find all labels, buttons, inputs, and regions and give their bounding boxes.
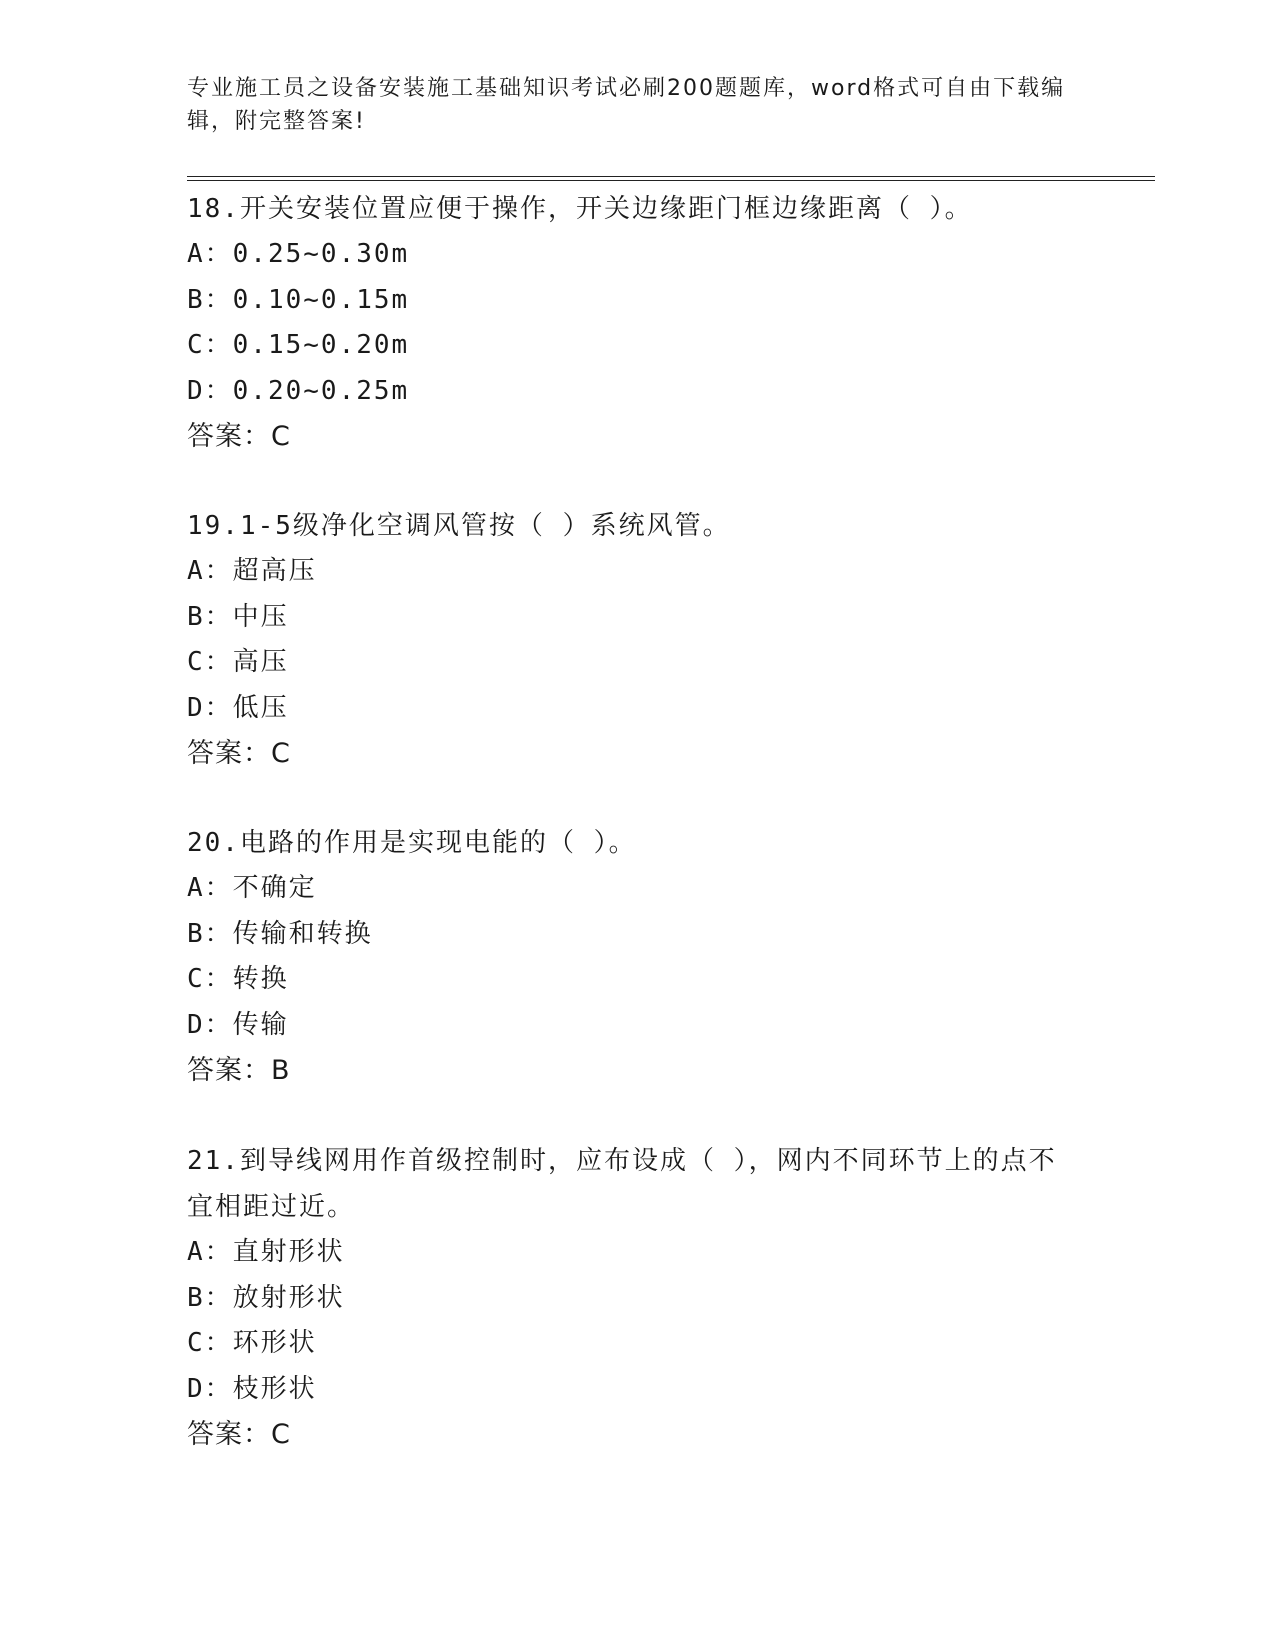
document-title: 专业施工员之设备安装施工基础知识考试必刷200题题库，word格式可自由下载编辑，附完整答案! [187, 76, 1066, 134]
option-d: D：0.20~0.25m [187, 375, 410, 406]
question-19 [187, 503, 1087, 777]
option-c: C：0.15~0.20m [187, 330, 410, 360]
question-stem: 21.到导线网用作首级控制时，应布设成（ ），网内不同环节上的点不宜相距过近。 [187, 1146, 1057, 1222]
header-divider [187, 176, 1155, 181]
question-20 [187, 820, 1087, 1094]
option-b: B：中压 [187, 601, 289, 632]
question-18 [187, 186, 1087, 460]
option-c: C：转换 [187, 964, 289, 994]
option-a: A：超高压 [187, 556, 317, 586]
question-stem: 19.1-5级净化空调风管按（ ）系统风管。 [187, 511, 731, 541]
option-c: C：环形状 [187, 1328, 317, 1358]
option-a: A：不确定 [187, 873, 317, 903]
option-b: B：放射形状 [187, 1282, 345, 1313]
option-d: D：传输 [187, 1009, 289, 1040]
answer-line: 答案：C [187, 421, 291, 452]
question-stem: 20.电路的作用是实现电能的（ ）。 [187, 828, 637, 858]
option-b: B：传输和转换 [187, 918, 373, 949]
option-c: C：高压 [187, 647, 289, 677]
option-b: B：0.10~0.15m [187, 284, 410, 315]
option-a: A：直射形状 [187, 1237, 345, 1267]
option-d: D：枝形状 [187, 1373, 317, 1404]
answer-line: 答案：B [187, 1055, 291, 1086]
question-stem: 18.开关安装位置应便于操作，开关边缘距门框边缘距离（ ）。 [187, 194, 973, 224]
question-21 [187, 1138, 1067, 1458]
answer-line: 答案：C [187, 1419, 291, 1450]
option-a: A：0.25~0.30m [187, 239, 410, 269]
option-d: D：低压 [187, 692, 289, 723]
answer-line: 答案：C [187, 738, 291, 769]
